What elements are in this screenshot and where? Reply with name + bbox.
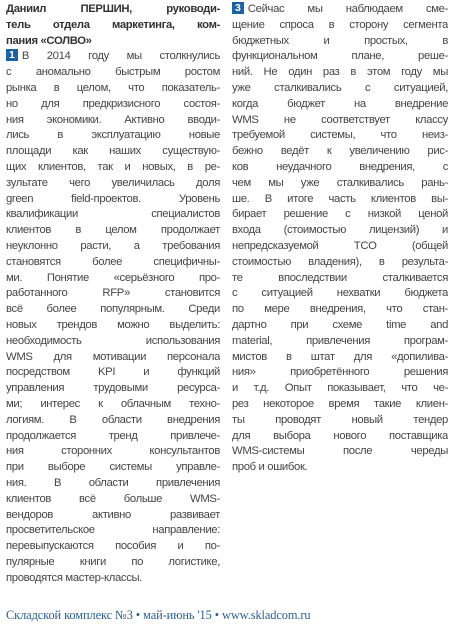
paragraph-line: входа (стоимостью лицензий) и bbox=[232, 224, 448, 237]
paragraph-line: бюджетных и простых, в bbox=[232, 34, 448, 47]
paragraph-line: чем мы уже сталкивались рань- bbox=[232, 176, 448, 189]
paragraph-line: когда бюджет на внедрение bbox=[232, 97, 448, 110]
paragraph-line: квалификации специалистов bbox=[6, 208, 220, 221]
paragraph-line: становятся более специфичны- bbox=[6, 255, 220, 268]
heading-line: пания «СОЛВО» bbox=[6, 34, 92, 47]
paragraph-line bbox=[232, 2, 448, 18]
paragraph-line: с ситуацией нехватки бюджета bbox=[232, 287, 448, 300]
paragraph-line: рынка в целом, что показатель- bbox=[6, 81, 220, 94]
paragraph-line: логиям. В области внедрения bbox=[6, 413, 220, 426]
paragraph-line: WMS не соответствует классу bbox=[232, 113, 448, 126]
paragraph-line: перевыпускаются пособия и по- bbox=[6, 540, 220, 553]
paragraph-line: WMS-системы после череды bbox=[232, 445, 448, 458]
paragraph-line: ния. В области привлечения bbox=[6, 476, 220, 489]
paragraph-line: WMS для мотивации персонала bbox=[6, 350, 220, 363]
paragraph-line: дартно при схеме time and bbox=[232, 318, 448, 331]
right-answer-text bbox=[232, 2, 448, 476]
paragraph-line: бирает решение с низкой ценой bbox=[232, 208, 448, 221]
paragraph-line: щение спроса в сторону сегмента bbox=[232, 18, 448, 31]
paragraph-line: ше. В итоге часть клиентов вы- bbox=[232, 192, 448, 205]
paragraph-line: управления трудовыми ресурса- bbox=[6, 382, 220, 395]
paragraph-line: мистов в штат для «допилива- bbox=[232, 350, 448, 363]
paragraph-line: ний. Не один раз в этом году мы bbox=[232, 66, 448, 79]
paragraph-line: с аномально быстрым ростом bbox=[6, 66, 220, 79]
paragraph-line: по мере внедрения, что стан- bbox=[232, 303, 448, 316]
paragraph-line: ты проводят новый тендер bbox=[232, 413, 448, 426]
answer-number-badge: 1 bbox=[6, 49, 18, 61]
right-column bbox=[232, 2, 448, 476]
paragraph-line: работанного RFP» становится bbox=[6, 287, 220, 300]
paragraph-line: функциональном плане, реше- bbox=[232, 50, 448, 63]
left-column bbox=[6, 2, 220, 586]
paragraph-line: непредсказуемой TCO (общей bbox=[232, 239, 448, 252]
paragraph-line: клиентов в целом продолжает bbox=[6, 224, 220, 237]
paragraph-line: стоимостью владения), в результа- bbox=[232, 255, 448, 268]
paragraph-line: клиентов всё больше WMS- bbox=[6, 492, 220, 505]
paragraph-line: необходимость использования bbox=[6, 334, 220, 347]
answer-number-badge: 3 bbox=[232, 2, 244, 14]
paragraph-line: при выборе системы управле- bbox=[6, 461, 220, 474]
paragraph-line: посредством KPI и функций bbox=[6, 366, 220, 379]
paragraph-line: но для предкризисного состоя- bbox=[6, 97, 220, 110]
paragraph-line: material, привлечения програм- bbox=[232, 334, 448, 347]
paragraph-line: для выбора нового поставщика bbox=[232, 429, 448, 442]
paragraph-line: площади как наших существую- bbox=[6, 145, 220, 158]
paragraph-line: просветительское направление: bbox=[6, 524, 220, 537]
paragraph-line: ми. Понятие «серьёзного про- bbox=[6, 271, 220, 284]
paragraph-line: проводятся мастер-классы. bbox=[6, 571, 143, 584]
paragraph-line-text: Сейчас мы наблюдаем сме- bbox=[247, 3, 448, 15]
paragraph-line: проб и ошибок. bbox=[232, 461, 308, 474]
paragraph-line: щих клиентов, так и новых, в ре- bbox=[6, 160, 220, 173]
paragraph-line: уже сталкивались с ситуацией, bbox=[232, 81, 448, 94]
footer-line: Складской комплекс №3 • май-июнь '15 • www.skladcom.ru bbox=[6, 608, 311, 622]
paragraph-line: ния» приобретённого решения bbox=[232, 366, 448, 379]
left-answer-text bbox=[6, 49, 220, 586]
paragraph-line: требуемой системы, что неиз- bbox=[232, 129, 448, 142]
paragraph-line: те впоследствии сталкивается bbox=[232, 271, 448, 284]
paragraph-line: всё более популярным. Среди bbox=[6, 303, 220, 316]
paragraph-line: ми; интерес к облачным техно- bbox=[6, 397, 220, 410]
paragraph-line bbox=[6, 49, 220, 65]
heading-line: Даниил ПЕРШИН, руководи- bbox=[6, 3, 220, 15]
paragraph-line: ния сторонних консультантов bbox=[6, 445, 220, 458]
paragraph-line: неуклонно расти, а требования bbox=[6, 239, 220, 252]
paragraph-line: бежно ведёт к увеличению рис- bbox=[232, 145, 448, 158]
paragraph-line: green field-проектов. Уровень bbox=[6, 192, 220, 205]
paragraph-line-text: В 2014 году мы столкнулись bbox=[21, 50, 220, 63]
paragraph-line: пулярные книги по логистике, bbox=[6, 555, 220, 568]
paragraph-line: ния экономики. Активно вводи- bbox=[6, 113, 220, 126]
heading-line: тель отдела маркетинга, ком- bbox=[6, 18, 220, 31]
paragraph-line: ков неудачного внедрения, с bbox=[232, 160, 448, 173]
paragraph-line: лись в эксплуатацию новые bbox=[6, 129, 220, 142]
paragraph-line: и т.д. Опыт показывает, что че- bbox=[232, 382, 448, 395]
paragraph-line: новых трендов можно выделить: bbox=[6, 318, 220, 331]
paragraph-line: вендоров активно развивает bbox=[6, 508, 220, 521]
paragraph-line: продолжается тренд привлече- bbox=[6, 429, 220, 442]
author-heading bbox=[6, 2, 220, 49]
paragraph-line: рез некоторое время такие клиен- bbox=[232, 397, 448, 410]
paragraph-line: зультате чего увеличилась доля bbox=[6, 176, 220, 189]
